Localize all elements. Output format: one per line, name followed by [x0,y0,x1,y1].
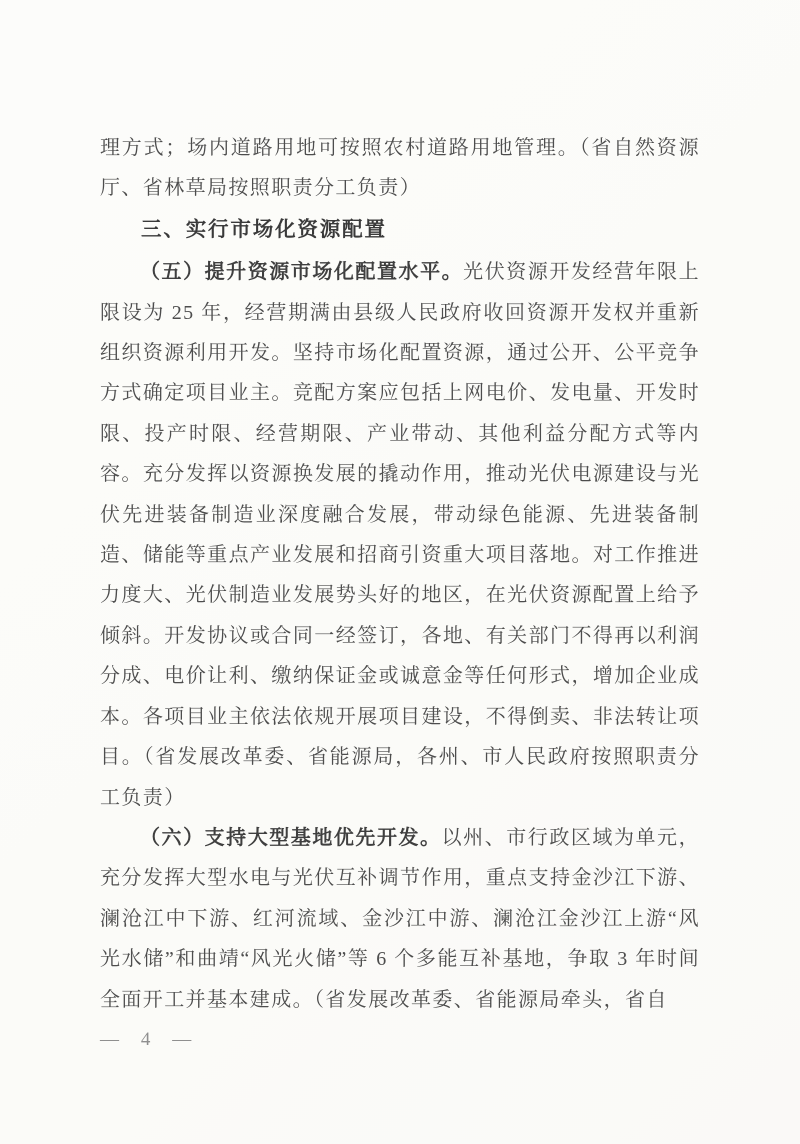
paragraph-item-6 [100,818,700,1020]
paragraph-6-lead: （六）支持大型基地优先开发。 [140,826,442,849]
paragraph-5-lead: （五）提升资源市场化配置水平。 [140,261,464,284]
paragraph-item-5 [100,252,700,818]
paragraph-6-body: 以州、市行政区域为单元，充分发挥大型水电与光伏互补调节作用，重点支持金沙江下游、澜沧江中下游、红河流域、金沙江中游、澜沧江金沙江上游“风光水储”和曲靖“风光火储”等 6 个多能互补基地，争取 3 年时间全面开工并基本建成。（省发展改革委、省能源局牵头，省自 [100,826,700,1011]
paragraph-5-body: 光伏资源开发经营年限上限设为 25 年，经营期满由县级人民政府收回资源开发权并重新组织资源利用开发。坚持市场化配置资源，通过公开、公平竞争方式确定项目业主。竞配方案应包括上网电价、发电量、开发时限、投产时限、经营期限、产业带动、其他利益分配方式等内容。充分发挥以资源换发展的撬动作用，推动光伏电源建设与光伏先进装备制造业深度融合发展，带动绿色能源、先进装备制造、储能等重点产业发展和招商引资重大项目落地。对工作推进力度大、光伏制造业发展势头好的地区，在光伏资源配置上给予倾斜。开发协议或合同一经签订，各地、有关部门不得再以利润分成、电价让利、缴纳保证金或诚意金等任何形式，增加企业成本。各项目业主依法依规开展项目建设，不得倒卖、非法转让项目。（省发展改革委、省能源局，各州、市人民政府按照职责分工负责） [100,261,700,809]
section-heading: 三、实行市场化资源配置 [141,217,387,241]
document-body [100,128,700,1060]
continuation-paragraph: 理方式；场内道路用地可按照农村道路用地管理。（省自然资源厅、省林草局按照职责分工负责） [100,137,700,200]
page-number: — 4 — [100,1028,200,1050]
